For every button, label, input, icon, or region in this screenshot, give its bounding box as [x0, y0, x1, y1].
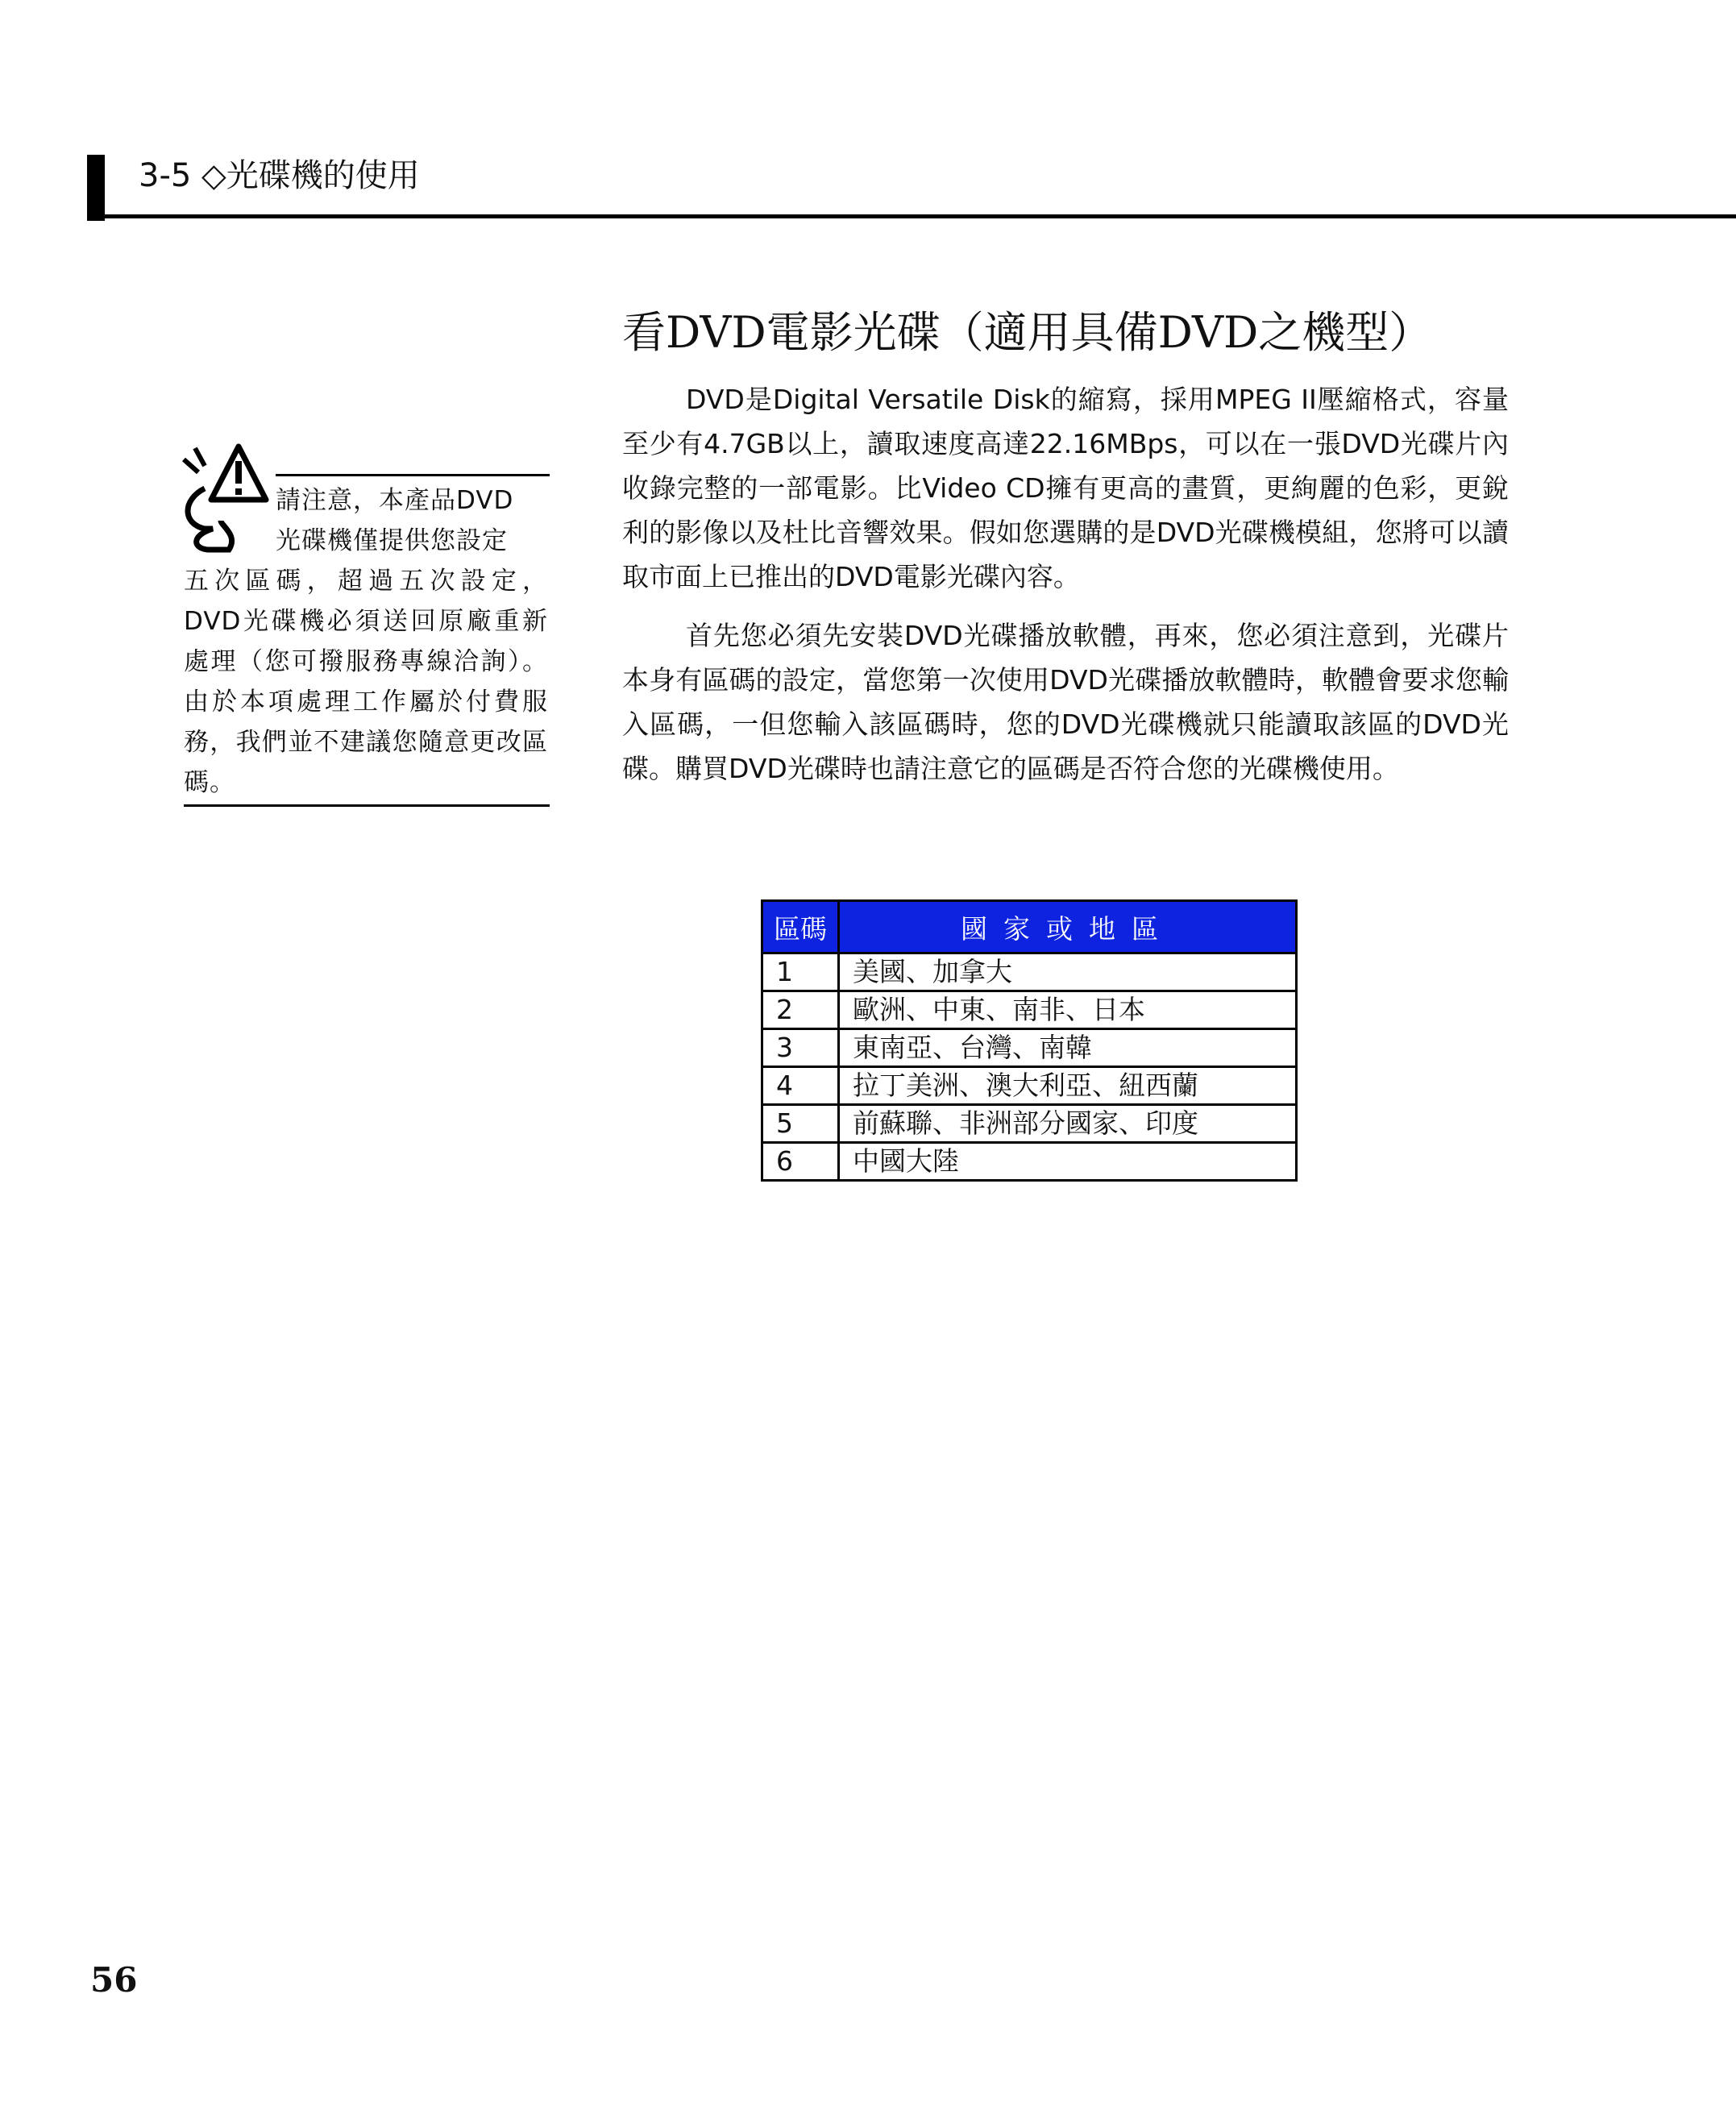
- column-header-region-code: 區碼: [762, 901, 839, 953]
- table-row: [762, 1029, 1297, 1067]
- note-line-2: 光碟機僅提供您設定: [276, 526, 508, 555]
- note-body: 五次區碼，超過五次設定，DVD光碟機必須送回原廠重新處理（您可撥服務專線洽詢）。由於本項處理工作屬於付費服務，我們並不建議您隨意更改區碼。: [184, 567, 548, 797]
- note-top-rule: [276, 474, 550, 476]
- note-line-1: 請注意，本產品DVD: [276, 486, 514, 515]
- table-row: [762, 1105, 1297, 1143]
- header-title: 3-5 ◇光碟機的使用: [139, 157, 420, 194]
- column-header-country: 國家或地區: [839, 901, 1297, 953]
- region-country-cell: 中國大陸: [839, 1143, 1297, 1181]
- note-bottom-rule: [184, 804, 550, 807]
- section-title: 看DVD電影光碟（適用具備DVD之機型）: [622, 307, 1433, 358]
- region-country-cell: 拉丁美洲、澳大利亞、紐西蘭: [839, 1067, 1297, 1105]
- region-country-cell: 歐洲、中東、南非、日本: [839, 991, 1297, 1029]
- region-code-cell: 5: [762, 1105, 839, 1143]
- table-row: [762, 1143, 1297, 1181]
- region-code-cell: 4: [762, 1067, 839, 1105]
- table-row: [762, 953, 1297, 991]
- region-code-table: [761, 899, 1298, 1182]
- region-code-cell: 3: [762, 1029, 839, 1067]
- main-content: [622, 305, 1509, 805]
- paragraph-region-code: 首先您必須先安裝DVD光碟播放軟體，再來，您必須注意到，光碟片本身有區碼的設定，當您第一次使用DVD光碟播放軟體時，軟體會要求您輸入區碼，一但您輸入該區碼時，您的DVD光碟機就只能讀取該區的DVD光碟。購買DVD光碟時也請注意它的區碼是否符合您的光碟機使用。: [622, 620, 1509, 784]
- table-row: [762, 991, 1297, 1029]
- note-text: [184, 480, 548, 803]
- header-rule: [87, 214, 1736, 218]
- paragraph-dvd-intro: DVD是Digital Versatile Disk的縮寫，採用MPEG II壓縮格式，容量至少有4.7GB以上，讀取速度高達22.16MBps，可以在一張DVD光碟片內收錄完整的一部電影。比Video CD擁有更高的畫質，更絢麗的色彩，更銳利的影像以及杜比音響效果。假如您選購的是DVD光碟機模組，您將可以讀取市面上已推出的DVD電影光碟內容。: [622, 384, 1509, 592]
- table-row: [762, 1067, 1297, 1105]
- table-header-row: [762, 901, 1297, 953]
- page-number: 56: [90, 1960, 138, 2000]
- region-code-cell: 6: [762, 1143, 839, 1181]
- region-country-cell: 前蘇聯、非洲部分國家、印度: [839, 1105, 1297, 1143]
- region-country-cell: 美國、加拿大: [839, 953, 1297, 991]
- region-code-cell: 1: [762, 953, 839, 991]
- header-bar: [87, 155, 105, 221]
- region-code-cell: 2: [762, 991, 839, 1029]
- region-country-cell: 東南亞、台灣、南韓: [839, 1029, 1297, 1067]
